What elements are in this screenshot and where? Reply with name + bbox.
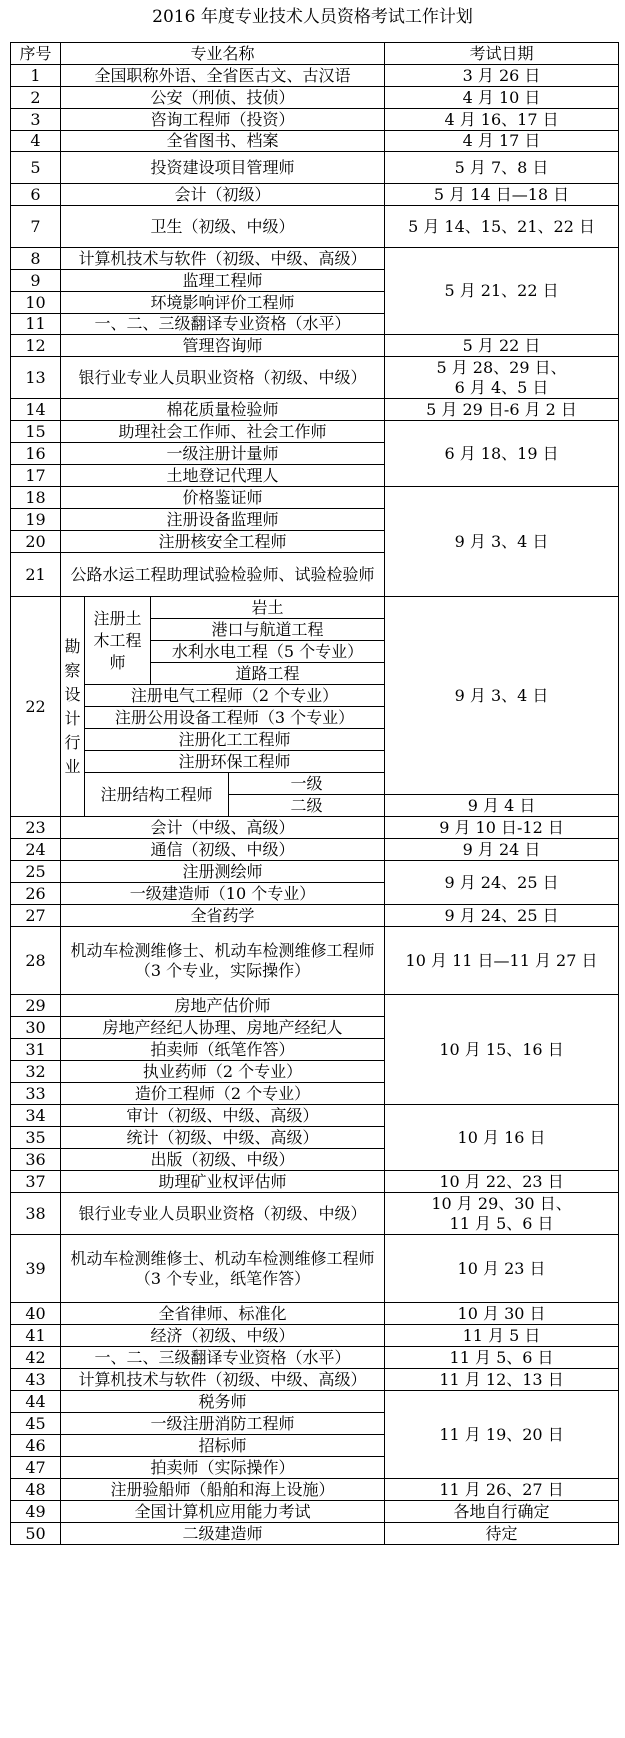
cell-line: 会计（初级）: [174, 184, 271, 204]
cell-line: 一、二、三级翻译专业资格（水平）: [94, 314, 351, 333]
exam-date: [385, 131, 619, 152]
civil-subspecialty: 岩土: [151, 597, 385, 619]
cell-line: 9 月 3、4 日: [454, 531, 549, 551]
specialty-name: [61, 131, 385, 152]
cell-line: 房地产估价师: [174, 995, 271, 1015]
specialty-name: [61, 314, 385, 335]
specialty-name: [61, 1061, 385, 1083]
row-number: 28: [11, 927, 61, 995]
specialty-name: [61, 1193, 385, 1235]
row-number: 2: [11, 87, 61, 109]
cell-line: 会计（中级、高级）: [150, 817, 295, 837]
row-number: 47: [11, 1457, 61, 1479]
exam-date: [385, 206, 619, 248]
cell-line: 拍卖师（实际操作）: [150, 1457, 295, 1477]
table-row: [11, 131, 619, 152]
cell-line: 审计（初级、中级、高级）: [126, 1105, 319, 1125]
cell-line: 机动车检测维修士、机动车检测维修工程师: [70, 1248, 375, 1268]
cell-line: 全国计算机应用能力考试: [134, 1501, 311, 1521]
cell-line: 公路水运工程助理试验检验师、试验检验师: [70, 564, 375, 584]
row-number: 41: [11, 1325, 61, 1347]
cell-line: 10 月 15、16 日: [439, 1039, 564, 1059]
exam-date: [385, 927, 619, 995]
exam-date: [385, 109, 619, 131]
cell-line: 5 月 14、15、21、22 日: [408, 216, 595, 236]
cell-line: 监理工程师: [182, 270, 263, 290]
row-number: 3: [11, 109, 61, 131]
specialty-name: [61, 65, 385, 87]
table-row: [11, 421, 619, 443]
specialty-name: [61, 1171, 385, 1193]
specialty-name: [61, 87, 385, 109]
row-number: 40: [11, 1303, 61, 1325]
cell-line-2: （3 个专业，实际操作）: [134, 960, 311, 980]
row-number: 10: [11, 292, 61, 314]
table-row: [11, 839, 619, 861]
structural-level: 二级: [229, 795, 385, 817]
specialty-name: [61, 292, 385, 314]
cell-line: 注册设备监理师: [166, 509, 279, 529]
table-row: [11, 184, 619, 206]
cell-line-2: 6 月 4、5 日: [454, 377, 549, 397]
cell-line: 执业药师（2 个专业）: [142, 1061, 303, 1081]
table-row: [11, 1171, 619, 1193]
cell-line: 全国职称外语、全省医古文、古汉语: [94, 65, 351, 85]
table-row: [11, 817, 619, 839]
specialty-name: [61, 927, 385, 995]
specialty-name: [61, 1435, 385, 1457]
exam-date: [385, 1347, 619, 1369]
specialty-name: [61, 421, 385, 443]
row-number: 11: [11, 314, 61, 335]
specialty-name: [61, 1479, 385, 1501]
exam-date: [385, 1303, 619, 1325]
industry-group-label: 勘 察 设 计 行 业: [61, 597, 85, 817]
exam-date: [385, 357, 619, 399]
row-number: 26: [11, 883, 61, 905]
row-number: 46: [11, 1435, 61, 1457]
specialty-name: [61, 1413, 385, 1435]
exam-date: [385, 184, 619, 206]
cell-line: 9 月 24 日: [462, 839, 541, 859]
exam-date: [385, 817, 619, 839]
table-row: [11, 1105, 619, 1127]
cell-line: 银行业专业人员职业资格（初级、中级）: [78, 367, 367, 387]
row-number: 48: [11, 1479, 61, 1501]
cell-line: 税务师: [198, 1391, 247, 1411]
specialty-name: [61, 206, 385, 248]
specialty-name: [61, 553, 385, 597]
row-number: 42: [11, 1347, 61, 1369]
specialty-name: [61, 487, 385, 509]
exam-date: [385, 487, 619, 597]
specialty-name: [61, 1523, 385, 1545]
table-row: [11, 927, 619, 995]
cell-line: 11 月 19、20 日: [439, 1424, 564, 1444]
exam-date: [385, 861, 619, 905]
specialty-name: [61, 248, 385, 270]
cell-line: 土地登记代理人: [166, 465, 279, 485]
table-row: [11, 1523, 619, 1545]
row-number: 9: [11, 270, 61, 292]
table-row: [11, 65, 619, 87]
cell-line: 11 月 5、6 日: [449, 1347, 554, 1367]
exam-date: [385, 1369, 619, 1391]
cell-line: 管理咨询师: [182, 335, 263, 355]
exam-date: [385, 1501, 619, 1523]
row-number: 18: [11, 487, 61, 509]
cell-line: 5 月 14 日—18 日: [433, 184, 570, 204]
civil-subspecialty: 道路工程: [151, 663, 385, 685]
cell-line: 计算机技术与软件（初级、中级、高级）: [78, 248, 367, 268]
exam-date: [385, 87, 619, 109]
cell-line: 11 月 26、27 日: [439, 1479, 564, 1499]
cell-line: 投资建设项目管理师: [150, 157, 295, 177]
specialty-name: [61, 1149, 385, 1171]
row-number: 23: [11, 817, 61, 839]
cell-line: 一级注册计量师: [166, 443, 279, 463]
cell-line: 注册测绘师: [182, 861, 263, 881]
specialty-name: [61, 270, 385, 292]
specialty-name: [61, 1083, 385, 1105]
specialty-name: [61, 995, 385, 1017]
cell-line: 10 月 23 日: [457, 1258, 546, 1278]
row-number: 4: [11, 131, 61, 152]
row-number: 14: [11, 399, 61, 421]
table-row: [11, 206, 619, 248]
cell-line: 一、二、三级翻译专业资格（水平）: [94, 1347, 351, 1367]
row-number: 1: [11, 65, 61, 87]
exam-date: 9 月 3、4 日: [385, 597, 619, 795]
exam-date: [385, 1391, 619, 1479]
cell-line: 注册验船师（船舶和海上设施）: [110, 1479, 335, 1499]
cell-line: 注册核安全工程师: [158, 531, 287, 551]
exam-date: [385, 248, 619, 335]
specialty-name: [61, 335, 385, 357]
cell-line: 9 月 10 日-12 日: [439, 817, 564, 837]
specialty-name: [61, 1017, 385, 1039]
row-number: 12: [11, 335, 61, 357]
cell-line: 造价工程师（2 个专业）: [134, 1083, 311, 1103]
table-row: [11, 995, 619, 1017]
table-body: [11, 43, 619, 1545]
civil-subspecialty: 水利水电工程（5 个专业）: [151, 641, 385, 663]
structural-level: 一级: [229, 773, 385, 795]
cell-line: 全省药学: [190, 905, 255, 925]
cell-line: 10 月 29、30 日、: [431, 1193, 572, 1213]
row-number: 24: [11, 839, 61, 861]
table-row: [11, 1391, 619, 1413]
table-row: [11, 357, 619, 399]
table-row-22-sub: [11, 597, 619, 619]
exam-date: [385, 1105, 619, 1171]
cell-line: 棉花质量检验师: [166, 399, 279, 419]
exam-date: [385, 335, 619, 357]
exam-date: [385, 995, 619, 1105]
table-row: [11, 1235, 619, 1303]
specialty-name: [61, 443, 385, 465]
specialty-name: [61, 1501, 385, 1523]
specialty-name: [61, 1325, 385, 1347]
environmental-engineer: 注册环保工程师: [85, 751, 385, 773]
table-row: [11, 487, 619, 509]
cell-line: 10 月 30 日: [457, 1303, 546, 1323]
specialty-name: [61, 465, 385, 487]
row-number: 6: [11, 184, 61, 206]
row-number: 15: [11, 421, 61, 443]
cell-line: 二级建造师: [182, 1523, 263, 1543]
cell-line: 卫生（初级、中级）: [150, 216, 295, 236]
cell-line: 全省图书、档案: [166, 131, 279, 150]
row-number: 13: [11, 357, 61, 399]
row-number: 33: [11, 1083, 61, 1105]
cell-line: 咨询工程师（投资）: [150, 109, 295, 129]
cell-line: 通信（初级、中级）: [150, 839, 295, 859]
civil-subspecialty: 港口与航道工程: [151, 619, 385, 641]
document-title: 2016 年度专业技术人员资格考试工作计划: [152, 7, 473, 27]
specialty-name: [61, 357, 385, 399]
cell-line: 5 月 21、22 日: [444, 281, 559, 300]
specialty-name: [61, 883, 385, 905]
specialty-name: [61, 1105, 385, 1127]
cell-line: 10 月 11 日—11 月 27 日: [405, 950, 598, 970]
row-number: 27: [11, 905, 61, 927]
cell-line: 11 月 5 日: [462, 1325, 541, 1345]
header-name: 专业名称: [61, 43, 385, 65]
exam-date: [385, 421, 619, 487]
cell-line: 10 月 16 日: [457, 1127, 546, 1147]
row-number: 43: [11, 1369, 61, 1391]
table-row: [11, 152, 619, 184]
structural-engineer-label: 注册结构工程师: [85, 773, 229, 817]
cell-line: 助理矿业权评估师: [158, 1171, 287, 1191]
cell-line: 一级建造师（10 个专业）: [129, 883, 316, 903]
row-number: 25: [11, 861, 61, 883]
exam-date: [385, 905, 619, 927]
specialty-name: [61, 1235, 385, 1303]
exam-date: [385, 1523, 619, 1545]
header-no: 序号: [11, 43, 61, 65]
table-row: [11, 861, 619, 883]
row-number: 38: [11, 1193, 61, 1235]
row-number: 17: [11, 465, 61, 487]
cell-line-2: 11 月 5、6 日: [449, 1213, 554, 1233]
cell-line: 9 月 24、25 日: [444, 872, 559, 892]
row-number: 21: [11, 553, 61, 597]
table-row: [11, 1347, 619, 1369]
specialty-name: [61, 184, 385, 206]
cell-line: 10 月 22、23 日: [439, 1171, 564, 1191]
cell-line: 招标师: [198, 1435, 247, 1455]
row-number: 36: [11, 1149, 61, 1171]
specialty-name: [61, 531, 385, 553]
specialty-name: [61, 1303, 385, 1325]
row-number: 49: [11, 1501, 61, 1523]
cell-line: 价格鉴证师: [182, 487, 263, 507]
cell-line: 待定: [485, 1523, 518, 1543]
row-number: 44: [11, 1391, 61, 1413]
header-row: [11, 43, 619, 65]
row-number: 19: [11, 509, 61, 531]
exam-date: [385, 1479, 619, 1501]
cell-line: 4 月 16、17 日: [444, 109, 559, 129]
exam-date: [385, 1193, 619, 1235]
row-number: 5: [11, 152, 61, 184]
specialty-name: [61, 1457, 385, 1479]
row-number: 50: [11, 1523, 61, 1545]
cell-line: 全省律师、标准化: [158, 1303, 287, 1323]
cell-line: 一级注册消防工程师: [150, 1413, 295, 1433]
cell-line: 5 月 29 日-6 月 2 日: [426, 399, 577, 419]
row-number: 37: [11, 1171, 61, 1193]
specialty-name: [61, 817, 385, 839]
row-number: 39: [11, 1235, 61, 1303]
specialty-name: [61, 1347, 385, 1369]
cell-line: 5 月 28、29 日、: [436, 357, 567, 377]
cell-line: 计算机技术与软件（初级、中级、高级）: [78, 1369, 367, 1389]
specialty-name: [61, 399, 385, 421]
row-number: 31: [11, 1039, 61, 1061]
cell-line: 环境影响评价工程师: [150, 292, 295, 312]
specialty-name: [61, 861, 385, 883]
row-number: 22: [11, 597, 61, 817]
exam-date: [385, 1235, 619, 1303]
table-row: [11, 1369, 619, 1391]
specialty-name: [61, 509, 385, 531]
header-date: 考试日期: [385, 43, 619, 65]
row-number: 32: [11, 1061, 61, 1083]
specialty-name: [61, 1127, 385, 1149]
table-row: [11, 87, 619, 109]
table-row: [11, 1303, 619, 1325]
exam-date: [385, 839, 619, 861]
row-number: 30: [11, 1017, 61, 1039]
cell-line: 11 月 12、13 日: [439, 1369, 564, 1389]
cell-line: 5 月 22 日: [462, 335, 541, 355]
cell-line: 公安（刑侦、技侦）: [150, 87, 295, 107]
table-row: [11, 1325, 619, 1347]
exam-date: [385, 65, 619, 87]
cell-line: 经济（初级、中级）: [150, 1325, 295, 1345]
cell-line: 5 月 7、8 日: [454, 157, 549, 177]
table-row: [11, 1193, 619, 1235]
specialty-name: [61, 839, 385, 861]
specialty-name: [61, 152, 385, 184]
cell-line: 房地产经纪人协理、房地产经纪人: [102, 1017, 343, 1037]
cell-line: 各地自行确定: [453, 1501, 550, 1521]
cell-line: 4 月 10 日: [462, 87, 541, 107]
exam-date: [385, 399, 619, 421]
row-number: 34: [11, 1105, 61, 1127]
cell-line: 机动车检测维修士、机动车检测维修工程师: [70, 940, 375, 960]
exam-date: 9 月 4 日: [385, 795, 619, 817]
specialty-name: [61, 109, 385, 131]
cell-line: 拍卖师（纸笔作答）: [150, 1039, 295, 1059]
exam-date: [385, 152, 619, 184]
exam-schedule-table: [10, 42, 619, 1545]
electrical-engineer: 注册电气工程师（2 个专业）: [85, 685, 385, 707]
row-number: 45: [11, 1413, 61, 1435]
cell-line: 4 月 17 日: [462, 131, 541, 150]
row-number: 8: [11, 248, 61, 270]
specialty-name: [61, 1039, 385, 1061]
cell-line-2: （3 个专业，纸笔作答）: [134, 1268, 311, 1288]
cell-line: 3 月 26 日: [462, 65, 541, 85]
cell-line: 银行业专业人员职业资格（初级、中级）: [78, 1203, 367, 1223]
row-number: 7: [11, 206, 61, 248]
specialty-name: [61, 905, 385, 927]
table-row: [11, 905, 619, 927]
table-row: [11, 109, 619, 131]
cell-line: 出版（初级、中级）: [150, 1149, 295, 1169]
row-number: 16: [11, 443, 61, 465]
utilities-engineer: 注册公用设备工程师（3 个专业）: [85, 707, 385, 729]
specialty-name: [61, 1369, 385, 1391]
civil-engineer-label: 注册土木工程师: [85, 597, 151, 685]
row-number: 29: [11, 995, 61, 1017]
specialty-name: [61, 1391, 385, 1413]
cell-line: 6 月 18、19 日: [444, 443, 559, 463]
table-row: [11, 1479, 619, 1501]
row-number: 20: [11, 531, 61, 553]
cell-line: 统计（初级、中级、高级）: [126, 1127, 319, 1147]
chemical-engineer: 注册化工工程师: [85, 729, 385, 751]
row-number: 35: [11, 1127, 61, 1149]
cell-line: 9 月 24、25 日: [444, 905, 559, 925]
table-row: [11, 248, 619, 270]
exam-date: [385, 1325, 619, 1347]
table-row: [11, 1501, 619, 1523]
table-row: [11, 399, 619, 421]
cell-line: 助理社会工作师、社会工作师: [118, 421, 327, 441]
table-row: [11, 335, 619, 357]
exam-date: [385, 1171, 619, 1193]
